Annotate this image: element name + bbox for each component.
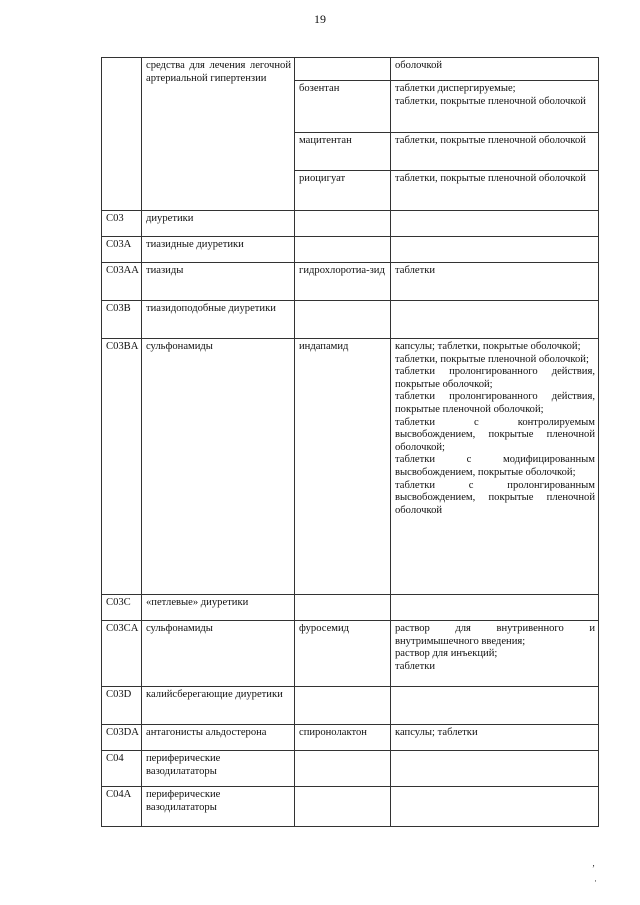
atc-code: C04: [102, 751, 142, 787]
dosage-forms: [391, 595, 599, 621]
dosage-forms: [391, 301, 599, 339]
drug-name: индапамид: [295, 339, 391, 595]
table-row: [102, 621, 599, 687]
dosage-forms: [391, 339, 599, 595]
drug-name: спиронолактон: [295, 725, 391, 751]
drug-name: [295, 211, 391, 237]
dosage-form: таблетки, покрытые пленочной оболочкой;: [395, 353, 589, 365]
dosage-form: таблетки, покрытые пленочной оболочкой: [395, 173, 586, 184]
scan-mark: ‚: [592, 858, 595, 868]
dosage-forms: [391, 133, 599, 171]
dosage-form: раствор для внутривенного и внутримышечного введения;: [395, 623, 595, 647]
group-name: периферические вазодилататоры: [142, 751, 295, 787]
dosage-forms: [391, 263, 599, 301]
dosage-form: таблетки пролонгированного действия, покрытые пленочной оболочкой;: [395, 391, 595, 415]
dosage-forms: [391, 621, 599, 687]
dosage-form: таблетки: [395, 660, 436, 672]
atc-code: C03DA: [102, 725, 142, 751]
dosage-form: таблетки диспергируемые;: [395, 83, 516, 94]
dosage-forms: [391, 687, 599, 725]
scan-mark: ·: [594, 876, 597, 886]
group-name: средства для лечения легочной артериальной гипертензии: [142, 58, 295, 211]
drug-name: [295, 58, 391, 81]
atc-code: C03A: [102, 237, 142, 263]
group-name: тиазиды: [142, 263, 295, 301]
table-row: [102, 263, 599, 301]
dosage-form: капсулы; таблетки, покрытые оболочкой;: [395, 341, 581, 352]
group-name: сульфонамиды: [142, 339, 295, 595]
dosage-forms: [391, 58, 599, 81]
drug-name: [295, 237, 391, 263]
atc-code: C03D: [102, 687, 142, 725]
atc-code: C03C: [102, 595, 142, 621]
drug-name: бозентан: [295, 81, 391, 133]
table-row: [102, 725, 599, 751]
drug-name: фуросемид: [295, 621, 391, 687]
group-name: сульфонамиды: [142, 621, 295, 687]
group-name: тиазидные диуретики: [142, 237, 295, 263]
table-row: [102, 58, 599, 81]
table-row: [102, 787, 599, 827]
dosage-forms: [391, 211, 599, 237]
drug-name: [295, 751, 391, 787]
atc-code: C03B: [102, 301, 142, 339]
dosage-forms: [391, 171, 599, 211]
table-row: [102, 339, 599, 595]
table-row: [102, 237, 599, 263]
drug-name: [295, 687, 391, 725]
group-name: тиазидоподобные диуретики: [142, 301, 295, 339]
atc-code: C03: [102, 211, 142, 237]
table-row: [102, 751, 599, 787]
group-name: периферические вазодилататоры: [142, 787, 295, 827]
dosage-form: таблетки: [395, 265, 436, 276]
dosage-form: оболочкой: [395, 60, 443, 71]
dosage-form: таблетки, покрытые пленочной оболочкой: [395, 135, 586, 146]
drug-name: риоцигуат: [295, 171, 391, 211]
table-row: [102, 687, 599, 725]
dosage-form: таблетки пролонгированного действия, покрытые оболочкой;: [395, 366, 595, 390]
drug-table: [101, 57, 599, 827]
dosage-forms: [391, 725, 599, 751]
dosage-form: таблетки с контролируемым высвобождением, покрытые пленочной оболочкой;: [395, 416, 595, 453]
atc-code: C03CA: [102, 621, 142, 687]
drug-name: мацитентан: [295, 133, 391, 171]
atc-code: C03BA: [102, 339, 142, 595]
group-name: антагонисты альдостерона: [142, 725, 295, 751]
atc-code: [102, 58, 142, 211]
dosage-forms: [391, 751, 599, 787]
drug-name: [295, 595, 391, 621]
page-number: 19: [314, 12, 326, 26]
dosage-form: капсулы; таблетки: [395, 727, 478, 738]
dosage-form: таблетки с пролонгированным высвобождением, покрытые пленочной оболочкой: [395, 479, 595, 516]
drug-name: [295, 301, 391, 339]
dosage-forms: [391, 237, 599, 263]
atc-code: C04A: [102, 787, 142, 827]
dosage-form: раствор для инъекций;: [395, 648, 498, 660]
drug-name: [295, 787, 391, 827]
table-row: [102, 301, 599, 339]
atc-code: C03AA: [102, 263, 142, 301]
dosage-form: таблетки, покрытые пленочной оболочкой: [395, 95, 586, 107]
dosage-form: таблетки с модифицированным высвобождением, покрытые оболочкой;: [395, 454, 595, 478]
group-name: калийсберегающие диуретики: [142, 687, 295, 725]
group-name: «петлевые» диуретики: [142, 595, 295, 621]
dosage-forms: [391, 81, 599, 133]
drug-name: гидрохлоротиа-зид: [295, 263, 391, 301]
dosage-forms: [391, 787, 599, 827]
group-name: диуретики: [142, 211, 295, 237]
table-row: [102, 595, 599, 621]
table-row: [102, 211, 599, 237]
